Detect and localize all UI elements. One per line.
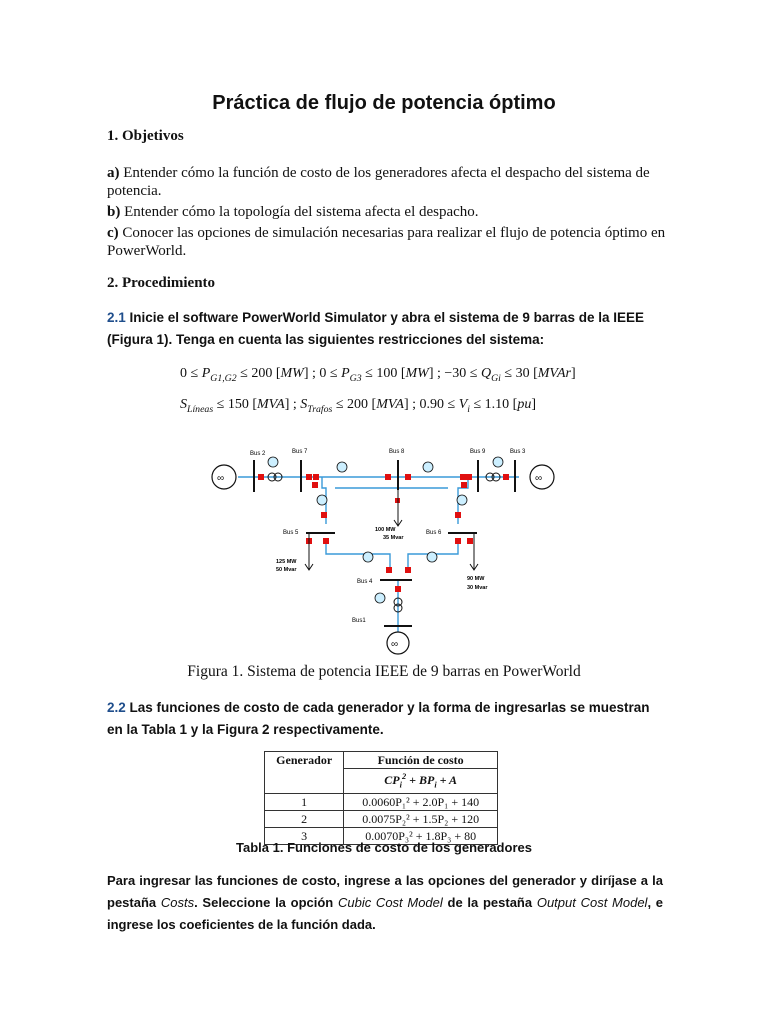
objective-c-label: c) (107, 225, 119, 241)
transformers (268, 473, 500, 612)
objective-a-text: Entender cómo la función de costo de los generadores afecta el despacho del sistema de potencia. (107, 165, 650, 199)
step-2-2-text: Las funciones de costo de cada generador y la forma de ingresarlas se muestran en la Tabla 1 y la Figura 2 respectivamente. (107, 700, 650, 737)
func-cell: 0.0060P₁² + 2.0P₁ + 140 (344, 794, 498, 811)
constraint-line-2: $S_{Líneas} \le 150$ [MVA] ; $S_{Trafos} \le 200$ [MVA] ; $0.90 \le V_i \le 1.10$ [pu] (180, 397, 537, 415)
load-bus5-mvar: 50 Mvar (276, 567, 297, 573)
bus-4-label: Bus 4 (357, 579, 373, 585)
final-text-4: , e ingrese los coeficientes de la función dada. (107, 895, 663, 932)
bus-6-label: Bus 6 (426, 530, 442, 536)
ieee-9-bus-diagram (0, 440, 768, 655)
table-row (265, 794, 498, 811)
objective-b-label: b) (107, 204, 121, 220)
bus-1-label: Bus1 (352, 618, 366, 624)
bus-2-label: Bus 2 (250, 451, 266, 457)
step-2-1-number: 2.1 (107, 310, 126, 325)
step-2-1 (107, 307, 667, 351)
header-generador: Generador (265, 752, 344, 794)
line-5-4 (326, 543, 390, 568)
final-paragraph (107, 870, 663, 936)
final-cubic-cost-model: Cubic Cost Model (337, 895, 443, 910)
load-bus8-mvar: 35 Mvar (383, 535, 404, 541)
func-cell: 0.0075P₂² + 1.5P₂ + 120 (344, 811, 498, 828)
table-header-row (265, 752, 498, 769)
formula-header: $CP_i^2 + BP_i + A$ (344, 769, 498, 794)
gen-cell: 3 (265, 828, 344, 845)
step-2-2-number: 2.2 (107, 700, 126, 715)
gen-cell: 1 (265, 794, 344, 811)
final-text-3: de la pestaña (442, 895, 537, 910)
section1-heading: 1. Objetivos (107, 128, 184, 144)
objective-c-text: Conocer las opciones de simulación necesarias para realizar el flujo de potencia óptimo en PowerWorld. (107, 225, 666, 259)
bus-3-label: Bus 3 (510, 449, 526, 455)
objective-a (107, 164, 667, 200)
objective-b-text: Entender cómo la topología del sistema afecta el despacho. (120, 204, 479, 220)
header-funcion-de-costo: Función de costo (344, 752, 498, 769)
constraint-line-1: $0 \le P_{G1,G2} \le 200$ [MW] ; $0 \le P_{G3} \le 100$ [MW] ; $-30 \le Q_{Gi} \le 30$ [MVAr] (180, 366, 576, 384)
load-bus6-mw: 90 MW (467, 576, 485, 582)
bus-7-label: Bus 7 (292, 449, 308, 455)
cost-function-table (264, 751, 498, 845)
gen-cell: 2 (265, 811, 344, 828)
step-2-1-text: Inicie el software PowerWorld Simulator y abra el sistema de 9 barras de la IEEE (Figura 1). Tenga en cuenta las siguientes restricciones del sistema: (107, 310, 644, 347)
section2-heading: 2. Procedimiento (107, 275, 216, 291)
table-row (265, 811, 498, 828)
step-2-2 (107, 697, 667, 741)
generator-2 (212, 465, 236, 489)
figure-1-caption: Figura 1. Sistema de potencia IEEE de 9 barras en PowerWorld (187, 663, 581, 680)
page-title: Práctica de flujo de potencia óptimo (212, 92, 556, 114)
objective-c (107, 224, 667, 260)
bus-8-label: Bus 8 (389, 449, 405, 455)
diagram-lines (238, 477, 519, 632)
bus-bars (254, 460, 515, 626)
final-costs-tab: Costs (160, 895, 195, 910)
final-text-1: Para ingresar las funciones de costo, ingrese a las opciones del generador y diríjase a la pestaña (107, 873, 663, 910)
load-bus5-mw: 125 MW (276, 559, 297, 565)
bus-5-label: Bus 5 (283, 530, 299, 536)
objective-b (107, 203, 667, 221)
table-1-caption: Tabla 1. Funciones de costo de los generadores (236, 840, 532, 855)
load-bus6-mvar: 30 Mvar (467, 585, 488, 591)
bus-9-label: Bus 9 (470, 449, 486, 455)
generator-1 (387, 632, 409, 654)
objective-a-label: a) (107, 165, 120, 181)
svg-text:∞: ∞ (217, 473, 225, 484)
svg-text:∞: ∞ (535, 473, 543, 484)
load-bus8-mw: 100 MW (375, 527, 396, 533)
func-cell: 0.0070P₃² + 1.8P₃ + 80 (344, 828, 498, 845)
svg-text:∞: ∞ (391, 639, 399, 650)
final-text-2: . Seleccione la opción (194, 895, 338, 910)
generator-3 (530, 465, 554, 489)
final-output-cost-model: Output Cost Model (536, 895, 648, 910)
